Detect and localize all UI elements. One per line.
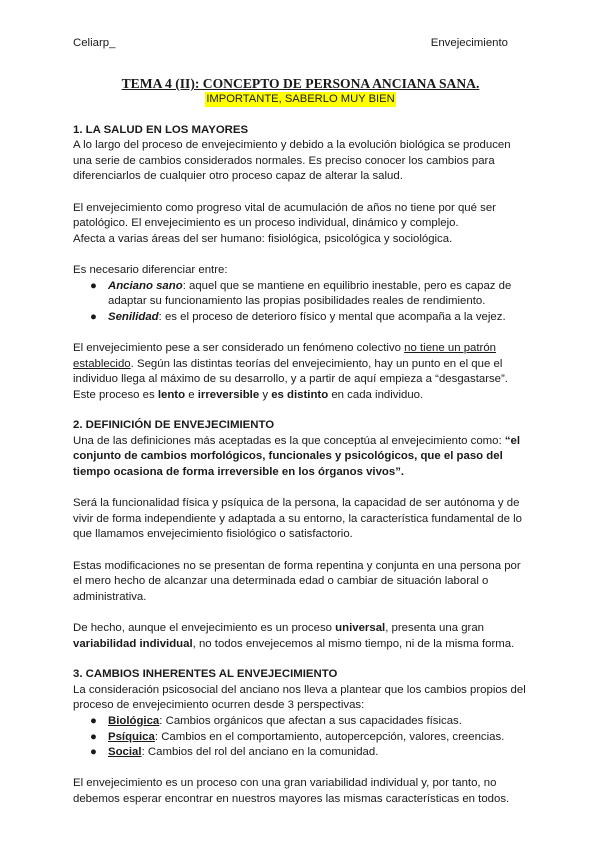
bold-irreversible: irreversible <box>197 388 260 401</box>
section-3-paragraph-1: La consideración psicosocial del anciano nos lleva a plantear que los cambios propios del proceso de envejecimiento ocurren desde 3 perspectivas: <box>73 683 526 712</box>
term-definition: : Cambios del rol del anciano en la comunidad. <box>141 746 379 759</box>
document-title: TEMA 4 (II): CONCEPTO DE PERSONA ANCIANA SANA. <box>121 76 480 91</box>
page-header <box>73 37 508 51</box>
bold-lento: lento <box>157 388 186 401</box>
section-1-paragraph-3: Es necesario diferenciar entre: <box>73 263 228 276</box>
header-topic: Envejecimiento <box>430 37 508 49</box>
list-item <box>73 310 528 326</box>
text-run: en cada individuo. <box>328 388 424 401</box>
term-definition: : es el proceso de deterioro físico y mental que acompaña a la vejez. <box>158 310 506 323</box>
bullet-icon: ● <box>90 714 97 727</box>
definition-quote: “el conjunto de cambios morfológicos, funcionales y psicológicos, que el paso del tiempo ocasiona de forma irreversible en los órganos vivos”. <box>73 434 521 479</box>
section-3-heading: 3. CAMBIOS INHERENTES AL ENVEJECIMIENTO <box>73 668 338 681</box>
section-3-paragraph-2: El envejecimiento es un proceso con una gran variabilidad individual y, por tanto, no debemos esperar encontrar en nuestros mayores las mismas características en todos. <box>73 777 510 805</box>
bold-universal: universal <box>335 622 386 634</box>
term-anciano-sano: Anciano sano <box>108 279 183 292</box>
bold-variabilidad: variabilidad individual <box>73 637 193 650</box>
bold-distinto: es distinto <box>271 388 329 401</box>
perspectives-list <box>73 714 528 761</box>
section-2-paragraph-2: Será la funcionalidad física y psíquica de la persona, la capacidad de ser autónoma y de vivir de forma independiente y adaptada a su entorno, la característica fundamental de lo que llamamos envejecimiento fisiológico o satisfactorio. <box>73 497 522 541</box>
section-1-heading: 1. LA SALUD EN LOS MAYORES <box>73 123 249 136</box>
section-1-paragraph-2b: Afecta a varias áreas del ser humano: fisiológica, psicológica y sociológica. <box>73 232 453 245</box>
bullet-icon: ● <box>90 279 97 292</box>
header-author: Celiarp_ <box>73 37 116 49</box>
definitions-list <box>73 279 528 326</box>
section-2-paragraph-1 <box>73 434 528 481</box>
bullet-icon: ● <box>90 746 97 759</box>
term-definition: : Cambios orgánicos que afectan a sus capacidades físicas. <box>159 714 462 727</box>
text-run: e <box>185 388 198 401</box>
section-2-paragraph-4 <box>73 621 528 652</box>
text-run: Una de las definiciones más aceptadas es la que conceptúa al envejecimiento como: <box>73 434 505 447</box>
term-definition: : aquel que se mantiene en equilibrio inestable, pero es capaz de adaptar su funcionamiento las propias posibilidades reales de rendimiento. <box>108 279 512 308</box>
text-run: y <box>259 388 272 401</box>
text-run: , no todos envejecemos al mismo tiempo, ni de la misma forma. <box>192 637 515 650</box>
text-run: . Según las distintas teorías del envejecimiento, hay un punto en el que el individuo llega al máximo de su desarrollo, y a partir de aquí empieza a “desgastarse”. Este proceso es <box>73 357 508 401</box>
section-1-paragraph-1: A lo largo del proceso de envejecimiento y debido a la evolución biológica se producen una serie de cambios considerados normales. Es preciso conocer los cambios para diferenciarlos de cualquier otro proceso capaz de alterar la salud. <box>73 139 511 183</box>
term-senilidad: Senilidad <box>108 310 159 323</box>
list-item <box>73 714 528 730</box>
list-item <box>73 279 528 310</box>
bullet-icon: ● <box>90 730 97 743</box>
highlighted-subtitle: IMPORTANTE, SABERLO MUY BIEN <box>206 93 395 105</box>
section-1-paragraph-2: El envejecimiento como progreso vital de acumulación de años no tiene por qué ser patológico. El envejecimiento es un proceso individual, dinámico y complejo. <box>73 201 496 230</box>
term-biologica: Biológica <box>108 714 160 727</box>
bullet-icon: ● <box>90 310 97 323</box>
text-run: El envejecimiento pese a ser considerado un fenómeno colectivo <box>73 341 405 354</box>
list-item <box>73 730 528 746</box>
section-1-paragraph-4 <box>73 341 528 403</box>
underlined-phrase: no tiene un patrón establecido <box>73 341 497 370</box>
term-social: Social <box>108 746 142 759</box>
section-2-heading: 2. DEFINICIÓN DE ENVEJECIMIENTO <box>73 419 275 432</box>
subtitle-wrap <box>73 92 528 108</box>
list-item <box>73 745 528 761</box>
document-body <box>73 76 528 808</box>
term-definition: : Cambios en el comportamiento, autopercepción, valores, creencias. <box>154 730 505 743</box>
section-2-paragraph-3: Estas modificaciones no se presentan de forma repentina y conjunta en una persona por el mero hecho de alcanzar una determinada edad o cambiar de situación laboral o administrativa. <box>73 559 521 603</box>
term-psiquica: Psíquica <box>108 730 155 743</box>
text-run: , presenta una gran <box>385 622 484 634</box>
text-run: De hecho, aunque el envejecimiento es un proceso <box>73 622 336 634</box>
